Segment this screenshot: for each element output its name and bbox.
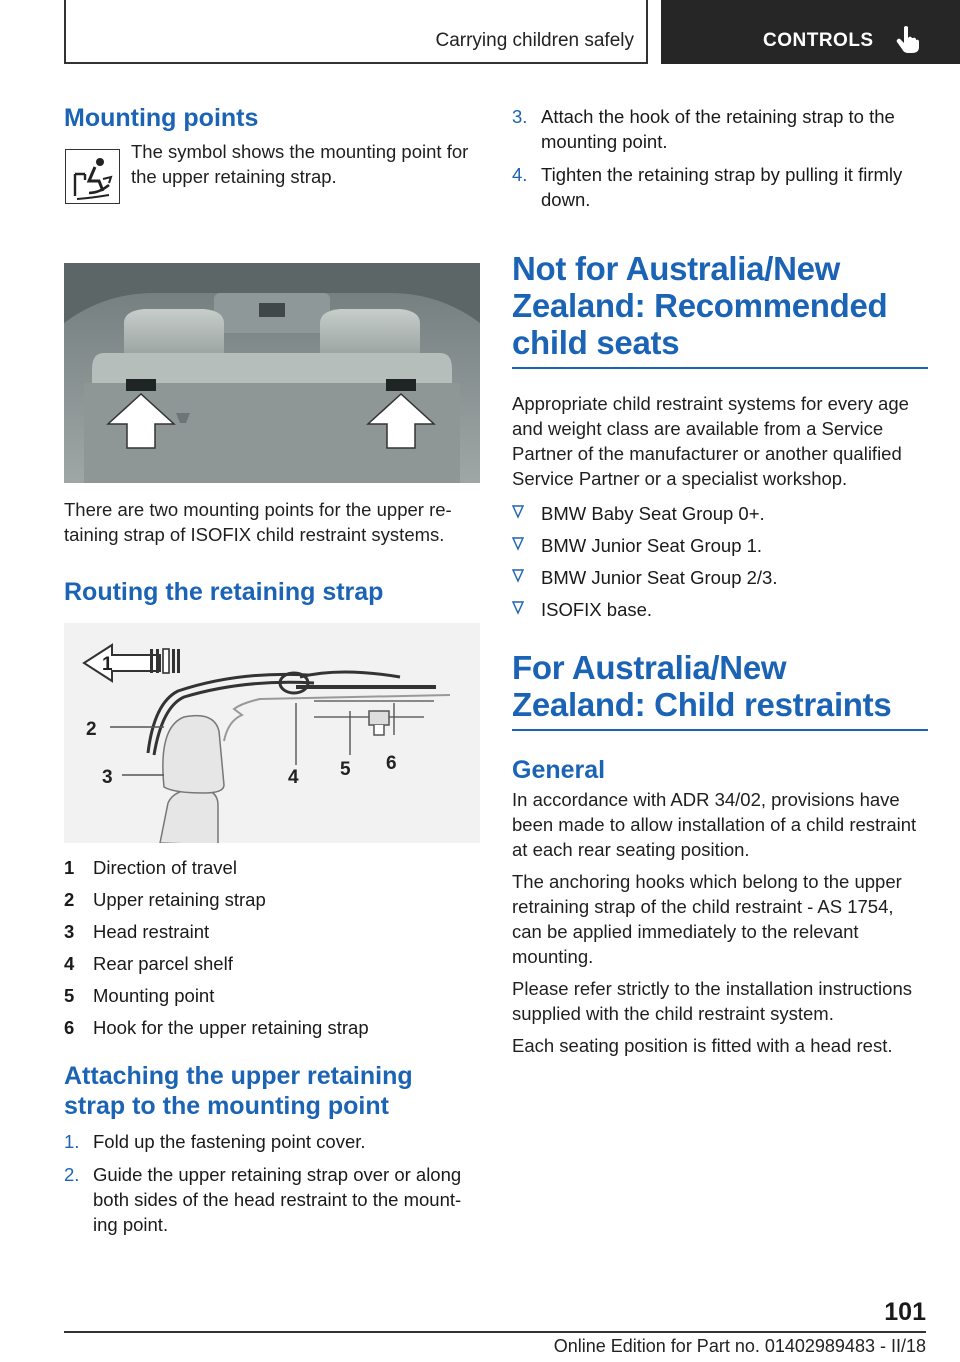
triangle-bullet-icon bbox=[512, 505, 524, 519]
step-item: 4. Tighten the retaining strap by pulling it firmly down. bbox=[512, 164, 903, 210]
heading-rule bbox=[512, 367, 928, 369]
page-number: 101 bbox=[884, 1298, 926, 1326]
legend-item: 4 Rear parcel shelf bbox=[64, 953, 233, 974]
seat-list bbox=[512, 501, 928, 629]
general-heading: General bbox=[512, 756, 606, 784]
legend-item: 6 Hook for the upper retaining strap bbox=[64, 1017, 369, 1038]
child-seat-anchor-icon bbox=[65, 149, 120, 204]
attach-steps bbox=[64, 1129, 476, 1237]
heading-rule bbox=[512, 729, 928, 731]
legend-item: 5 Mounting point bbox=[64, 985, 215, 1006]
chapter-tab[interactable] bbox=[661, 0, 960, 64]
header-rule bbox=[646, 0, 648, 64]
symbol-description: The symbol shows the mounting point for the upper retaining strap. bbox=[131, 141, 469, 187]
diagram-label-3: 3 bbox=[102, 767, 113, 788]
step-item: 2. Guide the upper retaining strap over or along both sides of the head restraint to the mount-ing point. bbox=[64, 1164, 462, 1235]
legend-item: 2 Upper retaining strap bbox=[64, 889, 266, 910]
right-column bbox=[512, 100, 928, 1058]
list-item: ISOFIX base. bbox=[512, 597, 928, 629]
general-paragraph: Please refer strictly to the installation instructions supplied with the child restraint system. bbox=[512, 978, 912, 1024]
chapter-label: CONTROLS bbox=[763, 30, 874, 51]
rear-seat-photo bbox=[64, 263, 480, 483]
strap-routing-diagram bbox=[64, 623, 480, 843]
head-restraint bbox=[163, 716, 224, 793]
diagram-label-4: 4 bbox=[288, 767, 299, 788]
diagram-legend bbox=[64, 855, 480, 1047]
recommended-seats-heading: Not for Australia/New Zealand: Recommended child seats bbox=[512, 250, 888, 361]
diagram-label-2: 2 bbox=[86, 719, 97, 740]
left-column bbox=[64, 100, 480, 1245]
routing-heading: Routing the retaining strap bbox=[64, 578, 384, 606]
legend-item: 1 Direction of travel bbox=[64, 857, 237, 878]
diagram-label-6: 6 bbox=[386, 753, 397, 774]
step-item: 3. Attach the hook of the retaining strap to the mounting point. bbox=[512, 106, 895, 152]
step-item: 1. Fold up the fastening point cover. bbox=[64, 1131, 366, 1152]
recommended-seats-text: Appropriate child restraint systems for every age and weight class are available from a Service Partner of the manufacturer or another qualified Service Partner or a specialist workshop. bbox=[512, 393, 909, 489]
general-paragraph: The anchoring hooks which belong to the upper retraining strap of the child restraint - AS 1754, can be applied immediately to the relevant mounting. bbox=[512, 871, 902, 967]
triangle-bullet-icon bbox=[512, 537, 524, 551]
pointing-hand-icon bbox=[893, 24, 923, 54]
section-title[interactable]: Carrying children safely bbox=[435, 30, 634, 51]
triangle-bullet-icon bbox=[512, 601, 524, 615]
diagram-label-5: 5 bbox=[340, 759, 351, 780]
footer-rule bbox=[64, 1331, 926, 1333]
list-item: BMW Junior Seat Group 1. bbox=[512, 533, 928, 565]
general-paragraph: In accordance with ADR 34/02, provisions have been made to allow installation of a child restraint at each rear seating position. bbox=[512, 789, 917, 860]
symbol-block bbox=[64, 139, 480, 247]
header-rule bbox=[64, 0, 66, 64]
mounting-point bbox=[369, 711, 389, 725]
triangle-bullet-icon bbox=[512, 569, 524, 583]
diagram-label-1: 1 bbox=[102, 654, 113, 675]
edition-text: Online Edition for Part no. 01402989483 - II/18 bbox=[553, 1336, 926, 1356]
list-item: BMW Junior Seat Group 2/3. bbox=[512, 565, 928, 597]
photo-caption: There are two mounting points for the upper re-taining strap of ISOFIX child restraint systems. bbox=[64, 499, 452, 545]
mounting-points-heading: Mounting points bbox=[64, 104, 259, 132]
legend-item: 3 Head restraint bbox=[64, 921, 210, 942]
au-nz-heading: For Australia/New Zealand: Child restraints bbox=[512, 649, 892, 723]
attach-steps-continued bbox=[512, 104, 928, 212]
attach-heading: Attaching the upper retaining strap to the mounting point bbox=[64, 1062, 413, 1120]
list-item: BMW Baby Seat Group 0+. bbox=[512, 501, 928, 533]
header-rule bbox=[64, 62, 648, 64]
general-paragraph: Each seating position is fitted with a head rest. bbox=[512, 1035, 893, 1056]
